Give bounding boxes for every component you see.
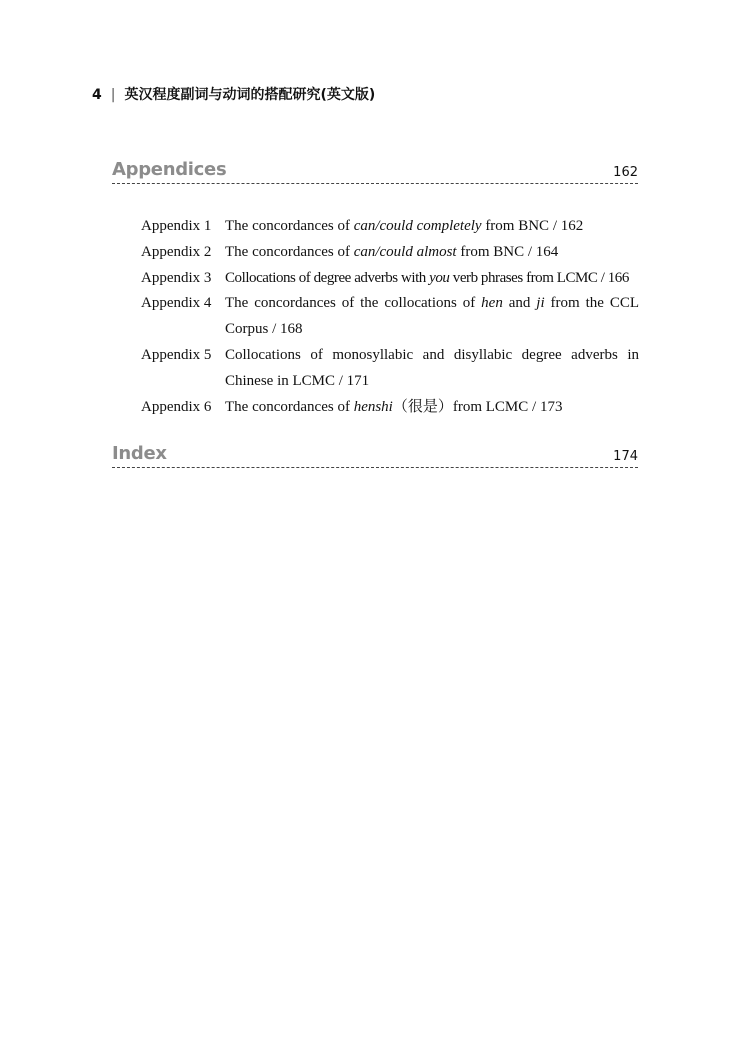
appendix-title: Collocations of degree adverbs with you verb phrases from LCMC / 166 bbox=[225, 269, 629, 286]
appendix-label: Appendix 6 bbox=[141, 398, 212, 415]
header-separator: | bbox=[110, 87, 116, 103]
page-number: 4 bbox=[92, 87, 102, 103]
appendix-title: The concordances of can/could completely from BNC / 162 bbox=[225, 218, 584, 234]
appendix-list bbox=[141, 214, 639, 420]
appendix-label: Appendix 3 bbox=[141, 269, 212, 286]
appendix-label: Appendix 2 bbox=[141, 243, 212, 260]
appendix-label: Appendix 5 bbox=[141, 346, 212, 363]
section-title: Appendices bbox=[112, 159, 227, 180]
list-item bbox=[141, 240, 639, 266]
list-item bbox=[141, 291, 639, 343]
appendix-title: The concordances of can/could almost from BNC / 164 bbox=[225, 243, 559, 260]
book-title: 英汉程度副词与动词的搭配研究(英文版) bbox=[124, 87, 376, 103]
list-item bbox=[141, 343, 639, 395]
section-page-number: 174 bbox=[613, 449, 638, 464]
list-item bbox=[141, 214, 639, 240]
appendices-heading bbox=[112, 157, 638, 184]
running-header bbox=[92, 84, 375, 104]
section-page-number: 162 bbox=[613, 165, 638, 180]
appendix-title: The concordances of henshi（很是）from LCMC / 173 bbox=[225, 398, 563, 415]
appendix-title: Collocations of monosyllabic and disyllabic degree adverbs in Chinese in LCMC / 171 bbox=[225, 346, 639, 389]
index-heading bbox=[112, 441, 638, 468]
list-item bbox=[141, 395, 639, 421]
list-item bbox=[141, 266, 639, 292]
appendix-label: Appendix 1 bbox=[141, 218, 212, 234]
appendix-label: Appendix 4 bbox=[141, 295, 212, 312]
section-title: Index bbox=[112, 443, 167, 464]
appendix-title: The concordances of the collocations of hen and ji from the CCL Corpus / 168 bbox=[225, 295, 639, 338]
